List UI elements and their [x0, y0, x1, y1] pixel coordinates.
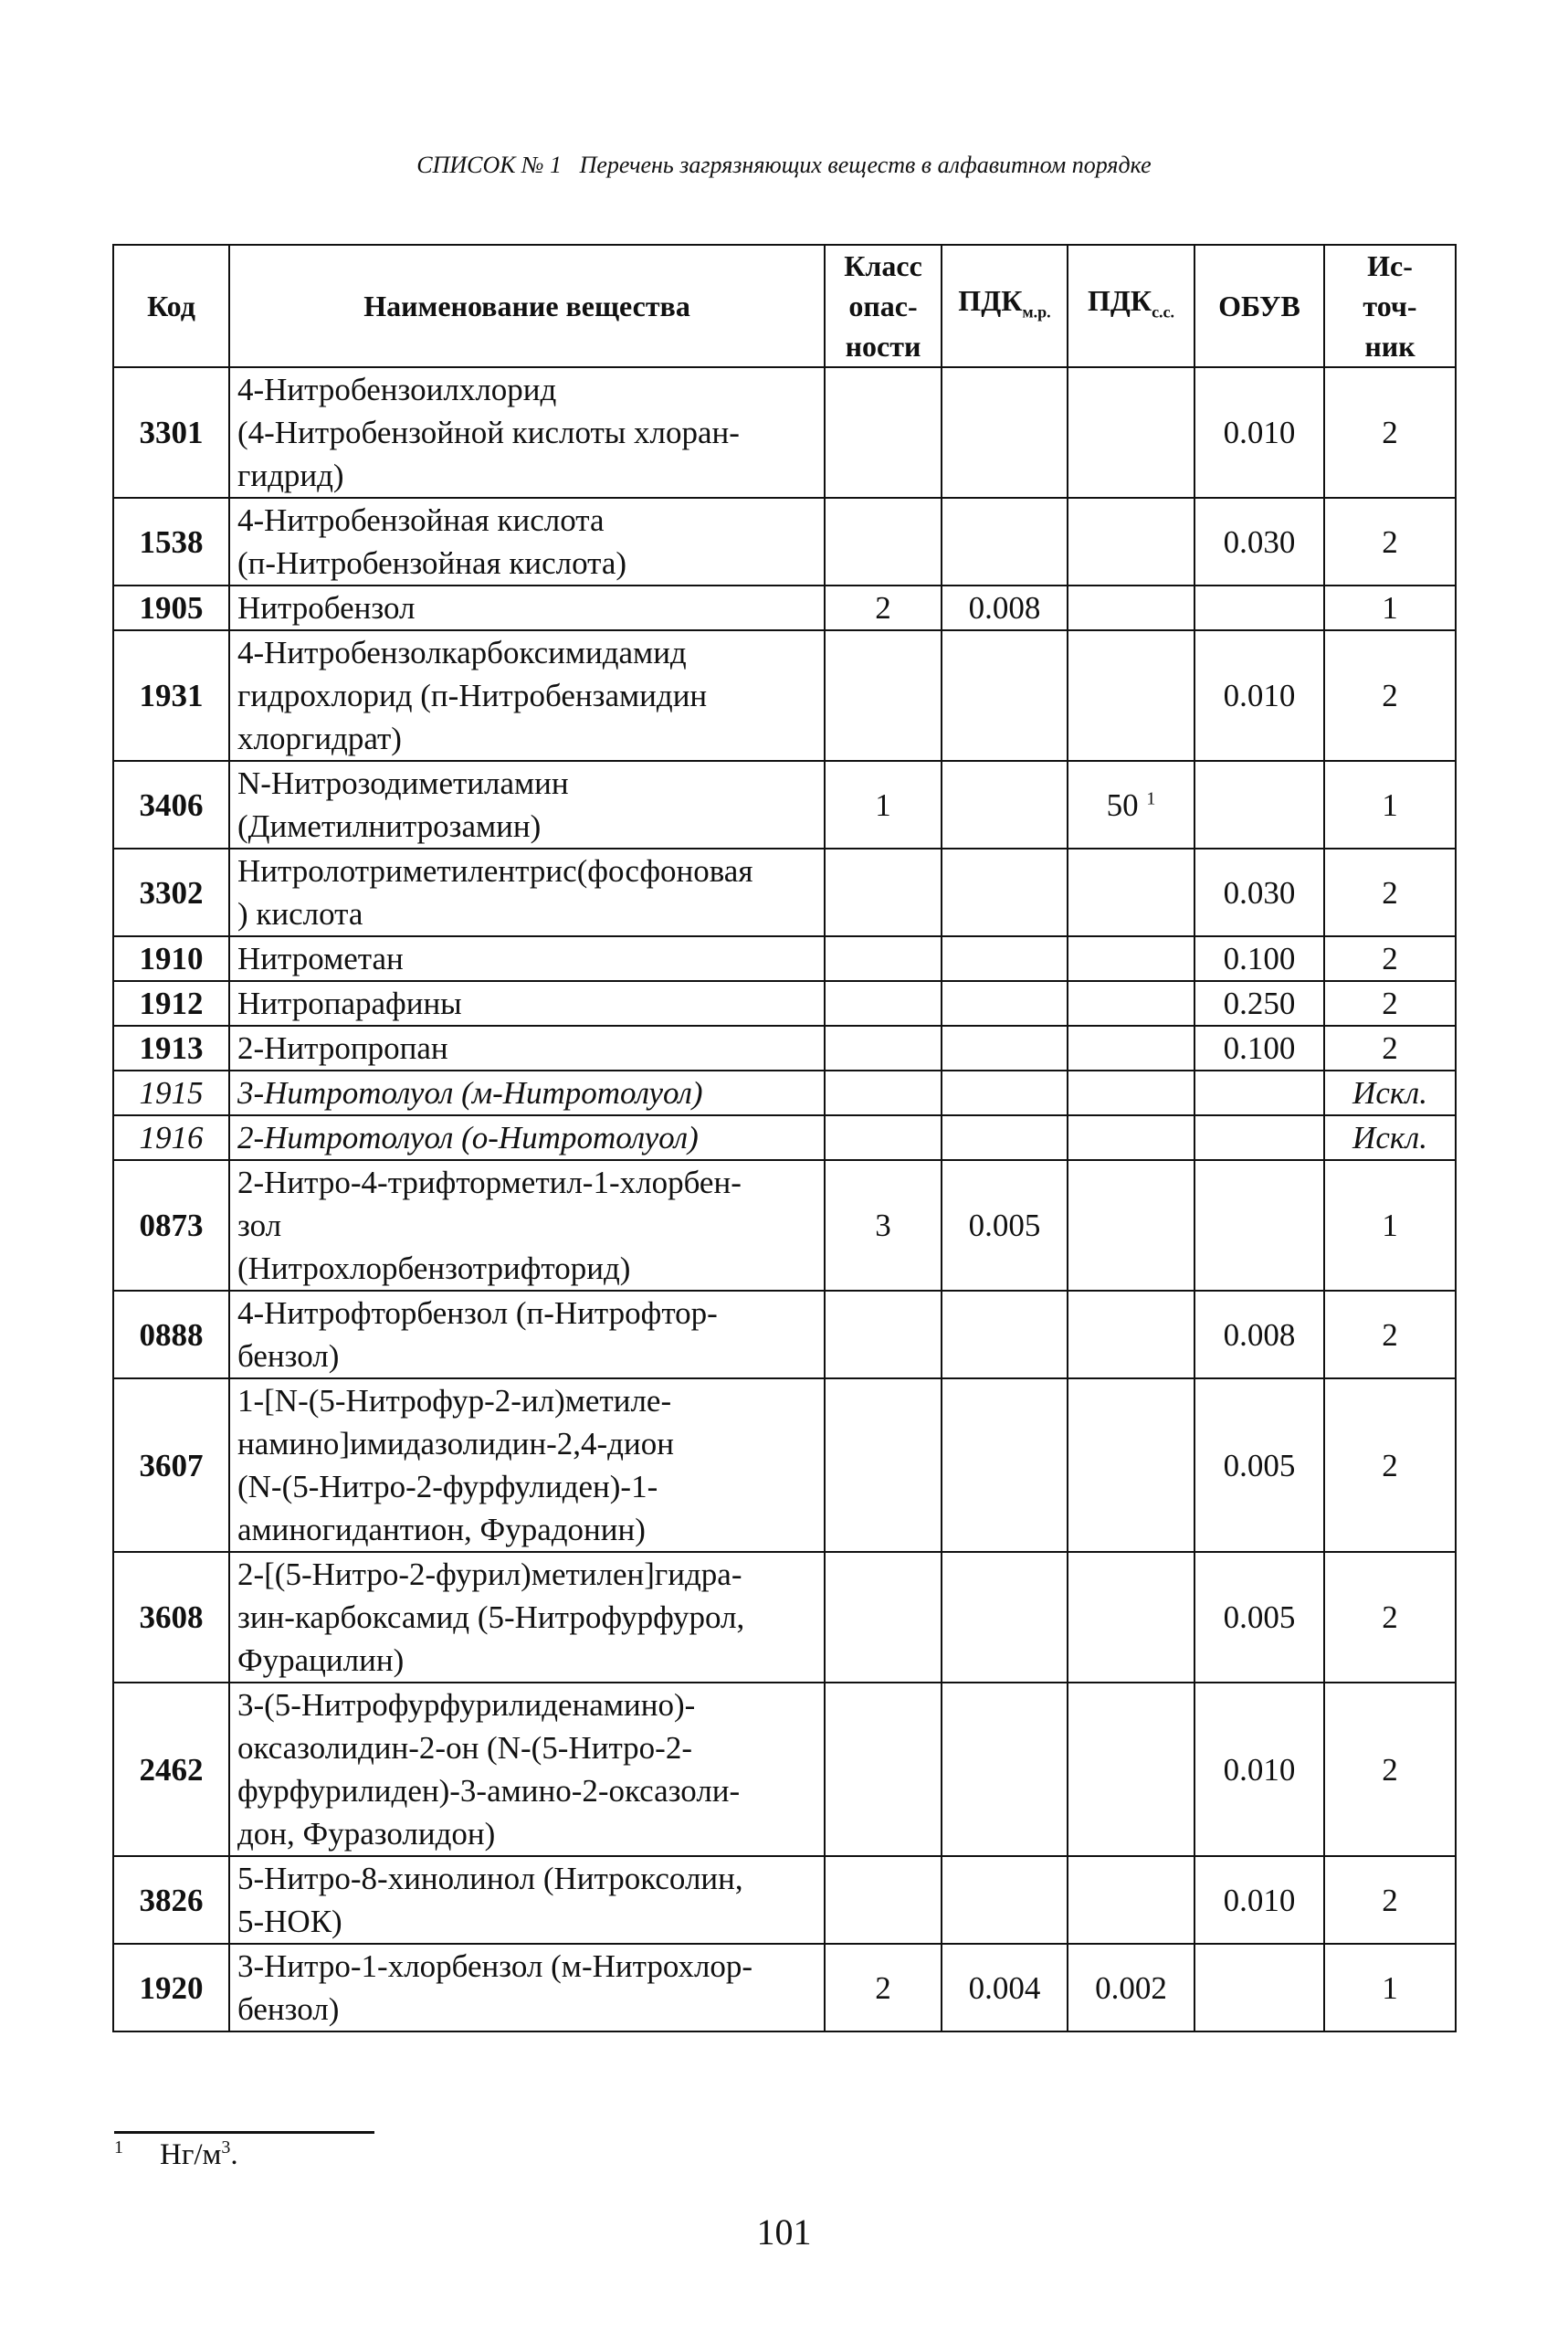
source: 2 [1324, 849, 1456, 936]
substance-name-line: Нитролотриметилентрис(фосфоновая [237, 853, 753, 889]
substance-name [229, 1552, 825, 1683]
pdk-ss [1068, 1071, 1194, 1115]
substance-name-line: намино]имидазолидин-2,4-дион [237, 1426, 674, 1461]
substance-name-line: дон, Фуразолидон) [237, 1816, 496, 1852]
source: 1 [1324, 586, 1456, 630]
header-row [113, 245, 1456, 367]
substance-name-line: (4-Нитробензойной кислоты хлоран- [237, 415, 740, 450]
source: 1 [1324, 1944, 1456, 2031]
pdk-ss [1068, 1026, 1194, 1071]
hazard-class [825, 1683, 942, 1856]
pdk-mr [942, 1378, 1068, 1552]
pdk-ss [1068, 586, 1194, 630]
hazard-class [825, 1291, 942, 1378]
substance-name-line: (Нитрохлорбензотрифторид) [237, 1250, 631, 1286]
substance-code: 3826 [113, 1856, 229, 1944]
substance-name-line: 2-Нитро-4-трифторметил-1-хлорбен- [237, 1165, 742, 1200]
obuv: 0.250 [1194, 981, 1324, 1026]
hazard-class [825, 936, 942, 981]
hazard-class [825, 1026, 942, 1071]
obuv: 0.030 [1194, 498, 1324, 586]
source: 2 [1324, 936, 1456, 981]
hazard-class [825, 630, 942, 761]
pdk-mr [942, 761, 1068, 849]
substance-code: 1915 [113, 1071, 229, 1115]
substance-code: 1910 [113, 936, 229, 981]
page-number: 101 [756, 2211, 812, 2253]
footnote-mark: 1 [114, 2137, 123, 2158]
hazard-class [825, 1552, 942, 1683]
table-row [113, 981, 1456, 1026]
table-row [113, 367, 1456, 498]
pdk-mr [942, 1552, 1068, 1683]
substance-name [229, 630, 825, 761]
footnote: $^1$ $Нг/м^3$. [114, 2137, 238, 2171]
substance-name [229, 498, 825, 586]
substance-name-line: Нитропарафины [237, 986, 462, 1021]
source: 2 [1324, 981, 1456, 1026]
hazard-class [825, 498, 942, 586]
source: Искл. [1324, 1071, 1456, 1115]
substance-code: 3302 [113, 849, 229, 936]
pdk-ss [1068, 498, 1194, 586]
obuv: 0.010 [1194, 1683, 1324, 1856]
substance-name-line: Нитробензол [237, 590, 416, 626]
substances-table [112, 244, 1457, 2032]
hazard-class: 3 [825, 1160, 942, 1291]
substance-name-line: 5-Нитро-8-хинолинол (Нитроксолин, [237, 1861, 743, 1896]
substance-name-line: хлоргидрат) [237, 721, 402, 756]
substance-name-line: оксазолидин-2-он (N-(5-Нитро-2- [237, 1730, 692, 1766]
substance-name-line: (Диметилнитрозамин) [237, 808, 542, 844]
table-row [113, 936, 1456, 981]
hazard-class: 1 [825, 761, 942, 849]
page-heading [0, 152, 1568, 179]
pdk-ss [1068, 1378, 1194, 1552]
header-pdk-mr: $ПДК_{м.р.}$ [942, 245, 1068, 367]
pdk-mr [942, 936, 1068, 981]
substance-name-line: фурфурилиден)-3-амино-2-оксазоли- [237, 1773, 741, 1809]
substance-code: 2462 [113, 1683, 229, 1856]
hazard-class [825, 1856, 942, 1944]
source: 2 [1324, 367, 1456, 498]
substance-name-line: 2-Нитротолуол (о-Нитротолуол) [237, 1120, 699, 1155]
pdk-mr [942, 849, 1068, 936]
substance-code: 1912 [113, 981, 229, 1026]
pdk-ss [1068, 936, 1194, 981]
table-row [113, 1026, 1456, 1071]
obuv: 0.010 [1194, 367, 1324, 498]
substance-name-line: 4-Нитробензолкарбоксимидамид [237, 635, 687, 670]
substance-name [229, 1026, 825, 1071]
substance-name [229, 936, 825, 981]
source: 2 [1324, 1378, 1456, 1552]
table-row [113, 1291, 1456, 1378]
hazard-class [825, 1378, 942, 1552]
substance-name-line: гидрохлорид (п-Нитробензамидин [237, 678, 708, 713]
substance-code: 3406 [113, 761, 229, 849]
source: 2 [1324, 1026, 1456, 1071]
pdk-ss [1068, 1160, 1194, 1291]
substance-name-line: бензол) [237, 1991, 340, 2027]
header-code: Код [113, 245, 229, 367]
substance-code: 3301 [113, 367, 229, 498]
pdk-mr [942, 1115, 1068, 1160]
substance-code: 0888 [113, 1291, 229, 1378]
pdk-ss [1068, 981, 1194, 1026]
substance-name [229, 761, 825, 849]
pdk-ss [1068, 1856, 1194, 1944]
substance-name-line: Нитрометан [237, 941, 404, 976]
pdk-mr: 0.008 [942, 586, 1068, 630]
pdk-ss [1068, 367, 1194, 498]
pdk-mr [942, 498, 1068, 586]
header-pdk-ss: $ПДК_{с.с.}$ [1068, 245, 1194, 367]
hazard-class [825, 1115, 942, 1160]
table-row [113, 1378, 1456, 1552]
obuv: 0.005 [1194, 1378, 1324, 1552]
substance-name [229, 981, 825, 1026]
substance-name [229, 1683, 825, 1856]
table-body [113, 367, 1456, 2031]
substance-name-line: 2-Нитропропан [237, 1030, 448, 1066]
substance-name-line: гидрид) [237, 458, 344, 493]
hazard-class: 2 [825, 586, 942, 630]
obuv [1194, 761, 1324, 849]
substance-name-line: Фурацилин) [237, 1642, 405, 1678]
table-row [113, 1071, 1456, 1115]
obuv: 0.100 [1194, 1026, 1324, 1071]
pdk-mr [942, 1856, 1068, 1944]
substance-name [229, 367, 825, 498]
substance-code: 3608 [113, 1552, 229, 1683]
table-row [113, 1115, 1456, 1160]
table-row [113, 630, 1456, 761]
substance-name-line: (N-(5-Нитро-2-фурфулиден)-1- [237, 1469, 658, 1504]
table-row [113, 498, 1456, 586]
footnote-exponent: 3 [221, 2137, 231, 2158]
substance-name [229, 1944, 825, 2031]
source: 2 [1324, 1683, 1456, 1856]
substance-code: 0873 [113, 1160, 229, 1291]
obuv: 0.010 [1194, 630, 1324, 761]
substance-name-line: 1-[N-(5-Нитрофур-2-ил)метиле- [237, 1383, 672, 1419]
pdk-mr [942, 1026, 1068, 1071]
hazard-class [825, 367, 942, 498]
substance-name-line: бензол) [237, 1338, 340, 1374]
substance-name [229, 1115, 825, 1160]
source: 1 [1324, 761, 1456, 849]
substance-name [229, 1378, 825, 1552]
substance-name-line: 3-Нитро-1-хлорбензол (м-Нитрохлор- [237, 1948, 753, 1984]
pdk-ss: 50 $^1$ [1068, 761, 1194, 849]
obuv [1194, 1160, 1324, 1291]
header-obuv: ОБУВ [1194, 245, 1324, 367]
footnote-ref: 1 [1146, 787, 1156, 808]
table-row [113, 849, 1456, 936]
substance-name [229, 849, 825, 936]
pdk-mr: 0.004 [942, 1944, 1068, 2031]
obuv [1194, 586, 1324, 630]
obuv: 0.100 [1194, 936, 1324, 981]
substance-name [229, 586, 825, 630]
hazard-class [825, 849, 942, 936]
table-row [113, 1160, 1456, 1291]
substance-name [229, 1291, 825, 1378]
substance-name [229, 1856, 825, 1944]
source: Искл. [1324, 1115, 1456, 1160]
header-hazard-class: Класс опас- ности [825, 245, 942, 367]
substance-name-line: ) кислота [237, 896, 363, 932]
pdk-mr [942, 1071, 1068, 1115]
substance-name-line: зол [237, 1208, 282, 1243]
substance-name-line: аминогидантион, Фурадонин) [237, 1512, 646, 1547]
substance-name [229, 1071, 825, 1115]
substance-code: 1905 [113, 586, 229, 630]
list-number: СПИСОК № 1 [416, 152, 563, 178]
pdk-ss [1068, 1115, 1194, 1160]
table-row [113, 586, 1456, 630]
pdk-ss [1068, 1683, 1194, 1856]
obuv: 0.030 [1194, 849, 1324, 936]
table-row [113, 1856, 1456, 1944]
obuv: 0.010 [1194, 1856, 1324, 1944]
obuv: 0.005 [1194, 1552, 1324, 1683]
pdk-ss: 0.002 [1068, 1944, 1194, 2031]
footnote-text: Нг/м [160, 2138, 222, 2171]
source: 2 [1324, 1291, 1456, 1378]
source: 2 [1324, 630, 1456, 761]
substance-name-line: 5-НОК) [237, 1904, 342, 1939]
obuv: 0.008 [1194, 1291, 1324, 1378]
hazard-class: 2 [825, 1944, 942, 2031]
substance-name-line: 3-(5-Нитрофурфурилиденамино)- [237, 1687, 696, 1723]
substance-code: 1916 [113, 1115, 229, 1160]
pdk-mr [942, 1683, 1068, 1856]
source: 1 [1324, 1160, 1456, 1291]
substance-name-line: 4-Нитробензойная кислота [237, 502, 605, 538]
pdk-mr: 0.005 [942, 1160, 1068, 1291]
list-title: Перечень загрязняющих веществ в алфавитном порядке [579, 152, 1152, 178]
substance-name-line: (п-Нитробензойная кислота) [237, 545, 627, 581]
substance-name-line: зин-карбоксамид (5-Нитрофурфурол, [237, 1599, 745, 1635]
header-source: Ис- точ- ник [1324, 245, 1456, 367]
substance-name-line: 3-Нитротолуол (м-Нитротолуол) [237, 1075, 703, 1111]
source: 2 [1324, 1552, 1456, 1683]
substance-code: 3607 [113, 1378, 229, 1552]
substance-name-line: 4-Нитрофторбензол (п-Нитрофтор- [237, 1295, 718, 1331]
substance-name-line: 4-Нитробензоилхлорид [237, 372, 557, 407]
obuv [1194, 1944, 1324, 2031]
pdk-mr [942, 367, 1068, 498]
source: 2 [1324, 1856, 1456, 1944]
substance-code: 1920 [113, 1944, 229, 2031]
pdk-mr [942, 630, 1068, 761]
substance-code: 1538 [113, 498, 229, 586]
table-row [113, 761, 1456, 849]
hazard-class [825, 981, 942, 1026]
source: 2 [1324, 498, 1456, 586]
table-row [113, 1683, 1456, 1856]
pdk-mr [942, 1291, 1068, 1378]
pdk-ss [1068, 630, 1194, 761]
substance-code: 1913 [113, 1026, 229, 1071]
obuv [1194, 1115, 1324, 1160]
obuv [1194, 1071, 1324, 1115]
substance-name [229, 1160, 825, 1291]
pdk-ss [1068, 1291, 1194, 1378]
pdk-ss [1068, 849, 1194, 936]
pdk-mr [942, 981, 1068, 1026]
pdk-ss [1068, 1552, 1194, 1683]
table-row [113, 1552, 1456, 1683]
hazard-class [825, 1071, 942, 1115]
substance-name-line: 2-[(5-Нитро-2-фурил)метилен]гидра- [237, 1556, 742, 1592]
table-row [113, 1944, 1456, 2031]
substance-code: 1931 [113, 630, 229, 761]
footnote-divider [114, 2131, 374, 2134]
header-name: Наименование вещества [229, 245, 825, 367]
substance-name-line: N-Нитрозодиметиламин [237, 765, 569, 801]
